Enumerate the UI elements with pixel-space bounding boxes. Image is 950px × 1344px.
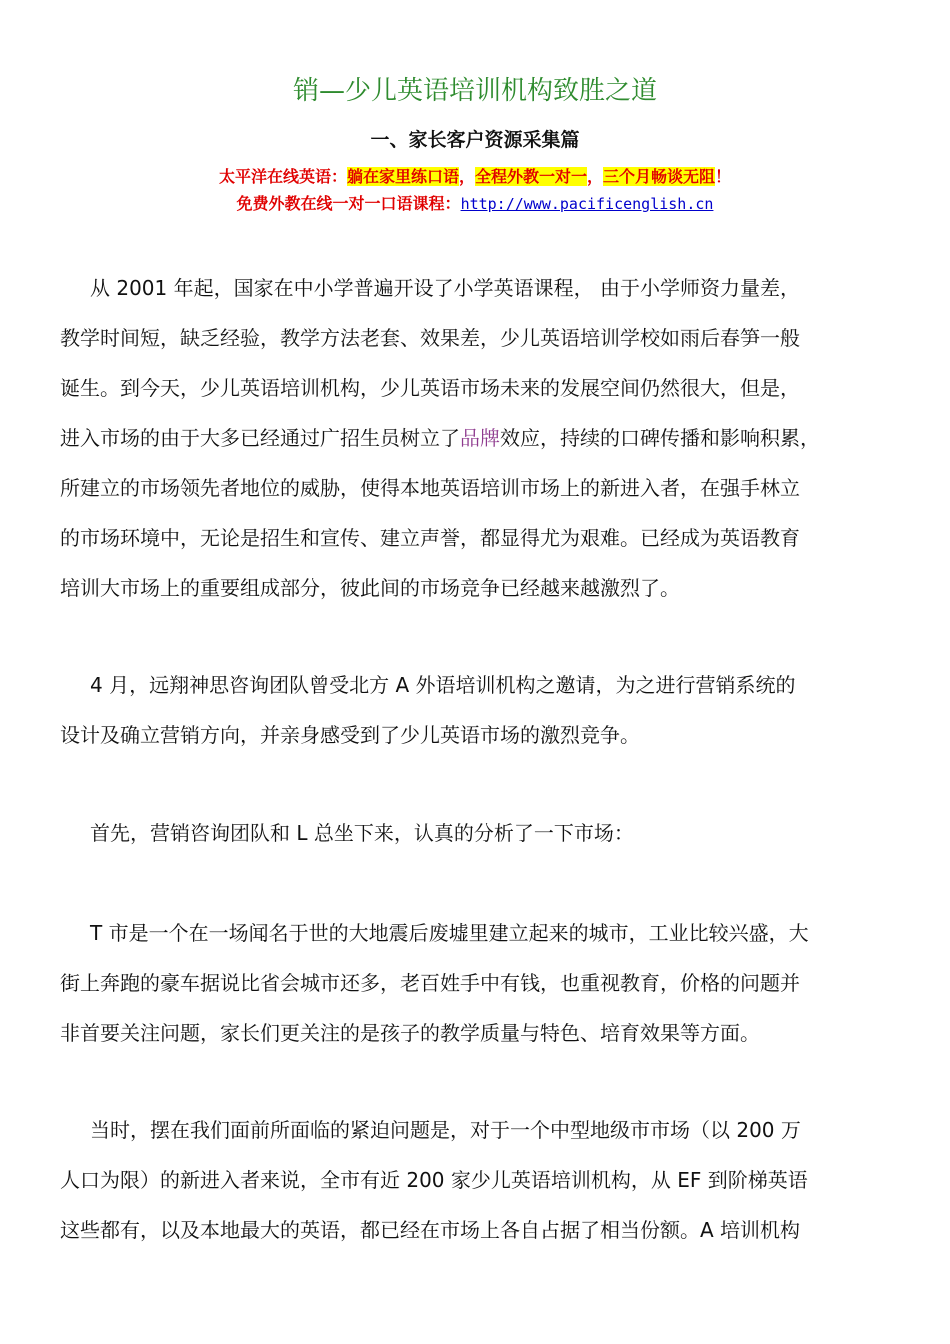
promo-course-text: 免费外教在线一对一口语课程： [236, 194, 461, 213]
paragraph-line: 设计及确立营销方向，并亲身感受到了少儿英语市场的激烈竞争。 [60, 723, 640, 747]
brand-word: 品牌 [460, 426, 500, 450]
paragraph-5 [60, 1105, 900, 1255]
paragraph-line-with-brand [60, 413, 900, 463]
promo-prefix: 太平洋在线英语： [218, 167, 347, 186]
paragraph-text: 进入市场的由于大多已经通过广招生员树立了 [60, 426, 460, 450]
paragraph-4 [60, 908, 900, 1058]
paragraph-line: 这些都有，以及本地最大的英语，都已经在市场上各自占据了相当份额。A 培训机构 [60, 1218, 801, 1242]
paragraph-line: 人口为限）的新进入者来说，全市有近 200 家少儿英语培训机构，从 EF 到阶梯英语 [60, 1168, 808, 1192]
paragraph-line: 4 月，远翔神思咨询团队曾受北方 A 外语培训机构之邀请，为之进行营销系统的 [90, 673, 796, 697]
paragraph-line: 培训大市场上的重要组成部分，彼此间的市场竞争已经越来越激烈了。 [60, 576, 680, 600]
paragraph-line: 的市场环境中，无论是招生和宣传、建立声誉，都显得尤为艰难。已经成为英语教育 [60, 526, 800, 550]
paragraph-line: 首先，营销咨询团队和 L 总坐下来，认真的分析了一下市场： [90, 821, 634, 845]
paragraph-line: 从 2001 年起，国家在中小学普遍开设了小学英语课程， 由于小学师资力量差， [90, 276, 800, 300]
paragraph-text: 效应，持续的口碑传播和影响积累， [500, 426, 820, 450]
document-title: 销—少儿英语培训机构致胜之道 [292, 76, 657, 106]
promo-link[interactable]: http://www.pacificenglish.cn [460, 195, 714, 213]
paragraph-line: T 市是一个在一场闻名于世的大地震后废墟里建立起来的城市，工业比较兴盛，大 [90, 921, 809, 945]
paragraph-line: 街上奔跑的豪车据说比省会城市还多，老百姓手中有钱，也重视教育，价格的问题并 [60, 971, 800, 995]
promo-separator-1: ， [458, 167, 475, 186]
paragraph-line: 当时，摆在我们面前所面临的紧迫问题是，对于一个中型地级市市场（以 200 万 [90, 1118, 801, 1142]
promo-line-2 [0, 191, 950, 214]
promo-suffix: ！ [715, 167, 732, 186]
paragraph-3 [60, 808, 900, 858]
paragraph-line: 教学时间短，缺乏经验，教学方法老套、效果差，少儿英语培训学校如雨后春笋一般 [60, 326, 800, 350]
paragraph-line: 非首要关注问题，家长们更关注的是孩子的教学质量与特色、培育效果等方面。 [60, 1021, 760, 1045]
section-subtitle: 一、家长客户资源采集篇 [370, 129, 580, 151]
promo-separator-2: ， [587, 167, 604, 186]
paragraph-2 [60, 660, 900, 760]
promo-highlight-1: 躺在家里练口语 [346, 167, 459, 186]
paragraph-1 [60, 263, 900, 613]
promo-line-1 [0, 164, 950, 187]
paragraph-line: 所建立的市场领先者地位的威胁，使得本地英语培训市场上的新进入者，在强手林立 [60, 476, 800, 500]
paragraph-line: 诞生。到今天，少儿英语培训机构，少儿英语市场未来的发展空间仍然很大，但是， [60, 376, 800, 400]
promo-highlight-3: 三个月畅谈无阻 [603, 167, 716, 186]
promo-highlight-2: 全程外教一对一 [474, 167, 587, 186]
